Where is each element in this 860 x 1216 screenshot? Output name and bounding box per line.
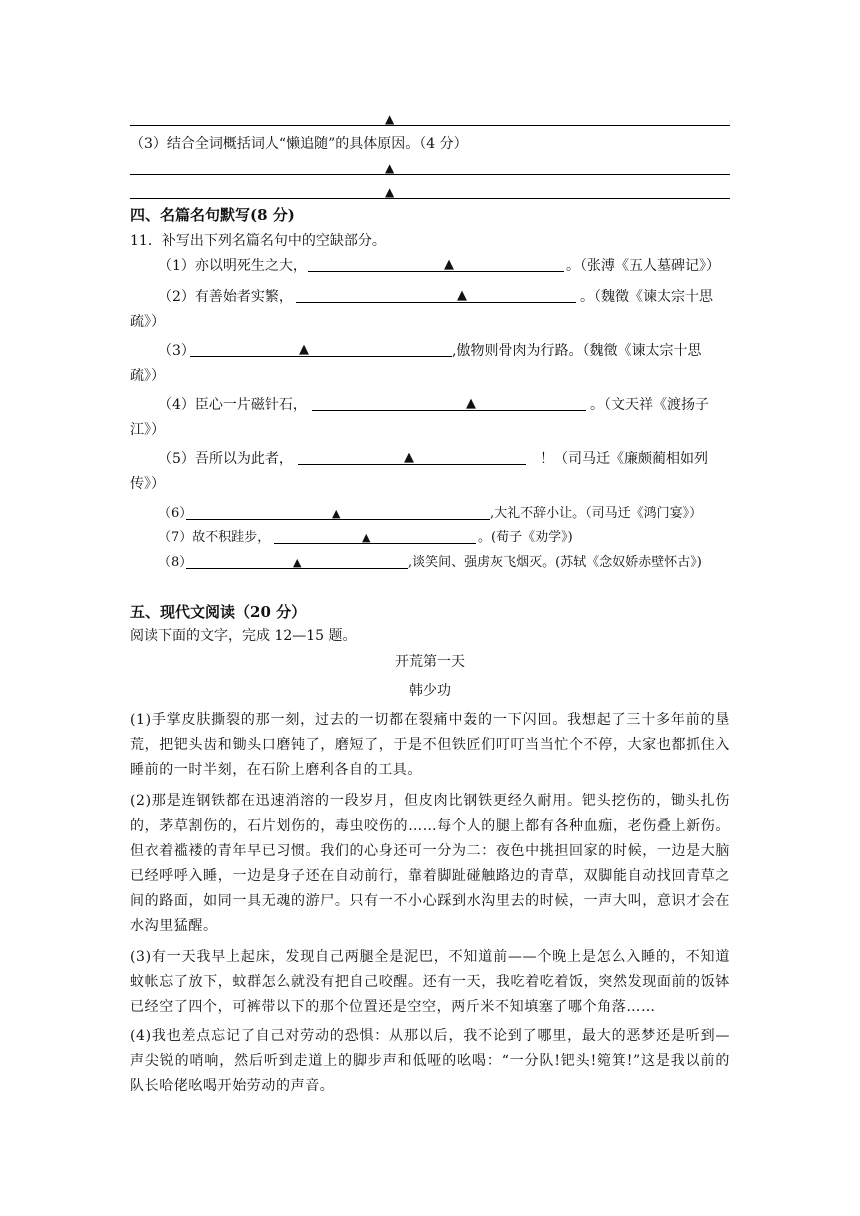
- item-7-after: 。(荀子《劝学》): [478, 530, 573, 545]
- paragraph-1: (1)手掌皮肤撕裂的那一刻，过去的一切都在裂痛中轰的一下闪回。我想起了三十多年前的垦荒，把钯头齿和锄头口磨钝了，磨短了，于是不但铁匠们叮叮当当忙个不停，大家也都抓住入睡前的一时半刻，在石阶上磨利各自的工具。: [130, 712, 730, 778]
- blank-marker: ▲: [466, 396, 476, 411]
- section-4-title: 四、名篇名句默写(8 分): [130, 206, 295, 224]
- blank-3: [190, 356, 452, 357]
- item-1-after: 。（张溥《五人墓碑记》）: [566, 258, 720, 274]
- paragraph-4: (4)我也差点忘记了自己对劳动的恐惧：从那以后，我不论到了哪里，最大的恶梦还是听到—声尖锐的哨响，然后听到走道上的脚步声和低哑的吆喝：“一分队!钯头!箢箕!”这是我以前的队长哈佬吆喝开始劳动的声音。: [130, 1028, 730, 1094]
- item-7-before: （7）故不积跬步，: [158, 530, 271, 545]
- blank-marker: ▲: [404, 450, 414, 465]
- paragraph-3: (3)有一天我早上起床，发现自己两腿全是泥巴，不知道前——个晚上是怎么入睡的，不知道蚊帐忘了放下，蚊群怎么就没有把自己咬醒。还有一天，我吃着吃着饭，突然发现面前的饭钵已经空了四个，可裤带以下的那个位置还是空空，两斤米不知填塞了哪个角落……: [130, 949, 730, 1015]
- item-3-after-cont: 疏》）: [130, 368, 165, 384]
- answer-line: [130, 174, 730, 175]
- blank-marker: ▲: [444, 257, 454, 272]
- answer-line: [130, 125, 730, 126]
- article-author: 韩少功: [409, 683, 451, 699]
- item-5-after-cont: 传》）: [130, 476, 165, 492]
- item-6-after: ,大礼不辞小让。（司马迁《鸿门宴》）: [490, 506, 703, 521]
- item-3-after: ,傲物则骨肉为行路。（魏徵《谏太宗十思: [452, 343, 702, 359]
- question-11: 11．补写出下列名篇名句中的空缺部分。: [130, 233, 386, 249]
- article-title: 开荒第一天: [395, 654, 465, 670]
- item-1-before: （1）亦以明死生之大，: [158, 258, 307, 274]
- answer-marker: ▲: [385, 185, 395, 199]
- blank-marker: ▲: [332, 507, 341, 520]
- blank-4: [312, 410, 586, 411]
- item-5-before: （5）吾所以为此者，: [158, 451, 293, 467]
- blank-marker: ▲: [299, 342, 309, 357]
- item-2-after-cont: 疏》）: [130, 314, 165, 330]
- section-5-intro: 阅读下面的文字，完成 12—15 题。: [130, 628, 357, 644]
- paragraph-2: (2)那是连钢铁都在迅速消溶的一段岁月，但皮肉比钢铁更经久耐用。钯头挖伤的，锄头扎伤的，茅草割伤的，石片划伤的，毒虫咬伤的……每个人的腿上都有各种血痂，老伤叠上新伤。但衣着褴褛的青年早已习惯。我们的心身还可一分为二：夜色中挑担回家的时候，一边是大脑已经呼呼入睡，一边是身子还在自动前行，靠着脚趾碰触路边的青草，双脚能自动找回青草之间的路面，如同一具无魂的游尸。只有一不小心踩到水沟里去的时候，一声大叫，意识才会在水沟里猛醒。: [130, 793, 730, 934]
- item-2-before: （2）有善始者实繁，: [158, 289, 293, 305]
- item-5-after: ！（司马迁《廉颇蔺相如列: [540, 451, 708, 467]
- blank-7: [274, 543, 476, 544]
- item-4-before: （4）臣心一片磁针石，: [158, 397, 307, 413]
- item-8-after: ,谈笑间、强虏灰飞烟灭。(苏轼《念奴娇赤壁怀古》): [408, 555, 702, 570]
- item-2-after: 。（魏徵《谏太宗十思: [580, 289, 713, 305]
- item-8-before: （8）: [158, 555, 193, 570]
- answer-marker: ▲: [385, 112, 395, 126]
- blank-marker: ▲: [362, 531, 371, 544]
- question-10-3: （3）结合全词概括词人“懒追随”的具体原因。（4 分）: [130, 136, 468, 152]
- blank-marker: ▲: [293, 556, 302, 569]
- answer-line: [130, 198, 730, 199]
- item-3-before: （3）: [158, 343, 195, 359]
- answer-marker: ▲: [385, 161, 395, 175]
- item-6-before: （6）: [158, 506, 193, 521]
- blank-1: [308, 271, 564, 272]
- section-5-title: 五、现代文阅读（20 分）: [130, 603, 307, 621]
- item-4-after-cont: 江》）: [130, 422, 165, 438]
- blank-marker: ▲: [457, 288, 467, 303]
- item-4-after: 。（文天祥《渡扬子: [590, 397, 709, 413]
- blank-2: [296, 302, 576, 303]
